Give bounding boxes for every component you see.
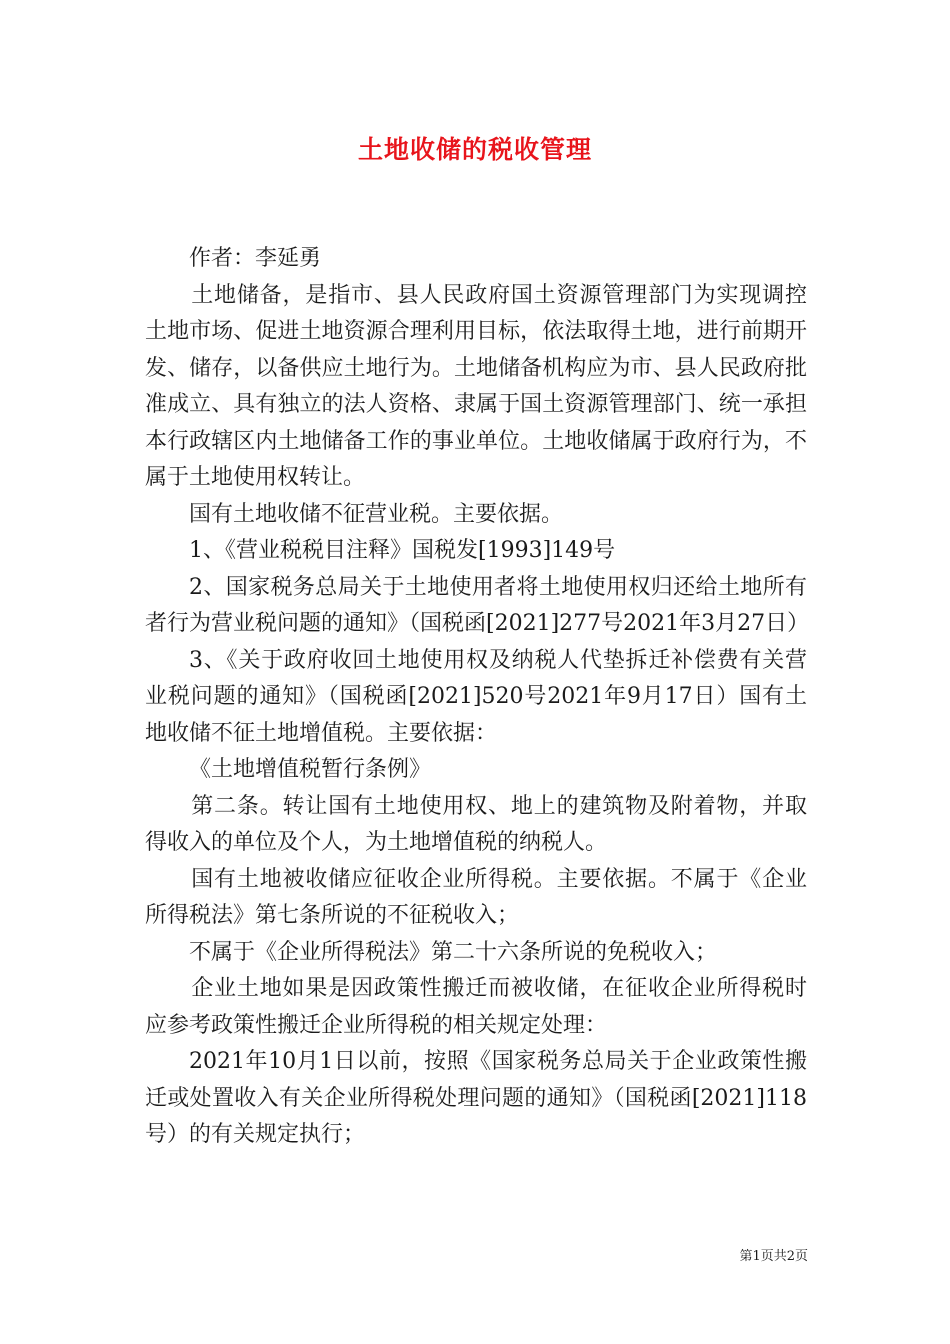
document-title: 土地收储的税收管理: [357, 135, 592, 164]
document-body: [145, 241, 810, 1154]
paragraph: 2021年10月1日以前，按照《国家税务总局关于企业政策性搬迁或处置收入有关企业所得税处理问题的通知》（国税函[2021]118号）的有关规定执行；: [145, 1049, 807, 1147]
paragraph: 3、《关于政府收回土地使用权及纳税人代垫拆迁补偿费有关营业税问题的通知》（国税函[2021]520号2021年9月17日）国有土地收储不征土地增值税。主要依据：: [145, 647, 807, 746]
paragraph: 国有土地被收储应征收企业所得税。主要依据。不属于《企业所得税法》第七条所说的不征税收入；: [145, 866, 807, 928]
paragraph: 第二条。转让国有土地使用权、地上的建筑物及附着物，并取得收入的单位及个人，为土地增值税的纳税人。: [145, 793, 807, 855]
paragraph: 企业土地如果是因政策性搬迁而被收储，在征收企业所得税时应参考政策性搬迁企业所得税的相关规定处理：: [145, 976, 807, 1038]
paragraph: 2、国家税务总局关于土地使用者将土地使用权归还给土地所有者行为营业税问题的通知》（国税函[2021]277号2021年3月27日）: [145, 574, 810, 636]
author-line: 作者：李延勇: [189, 246, 322, 271]
paragraph: 1、《营业税税目注释》国税发[1993]149号: [189, 538, 616, 563]
paragraph: 国有土地收储不征营业税。主要依据。: [189, 501, 564, 527]
page-number: 第1页共2页: [739, 1249, 808, 1264]
paragraph: 《土地增值税暂行条例》: [189, 757, 432, 782]
paragraph: 不属于《企业所得税法》第二十六条所说的免税收入；: [189, 939, 718, 965]
paragraph: 土地储备，是指市、县人民政府国土资源管理部门为实现调控土地市场、促进土地资源合理利用目标，依法取得土地，进行前期开发、储存，以备供应土地行为。土地储备机构应为市、县人民政府批准成立、具有独立的法人资格、隶属于国土资源管理部门、统一承担本行政辖区内土地储备工作的事业单位。土地收储属于政府行为，不属于土地使用权转让。: [145, 282, 807, 490]
